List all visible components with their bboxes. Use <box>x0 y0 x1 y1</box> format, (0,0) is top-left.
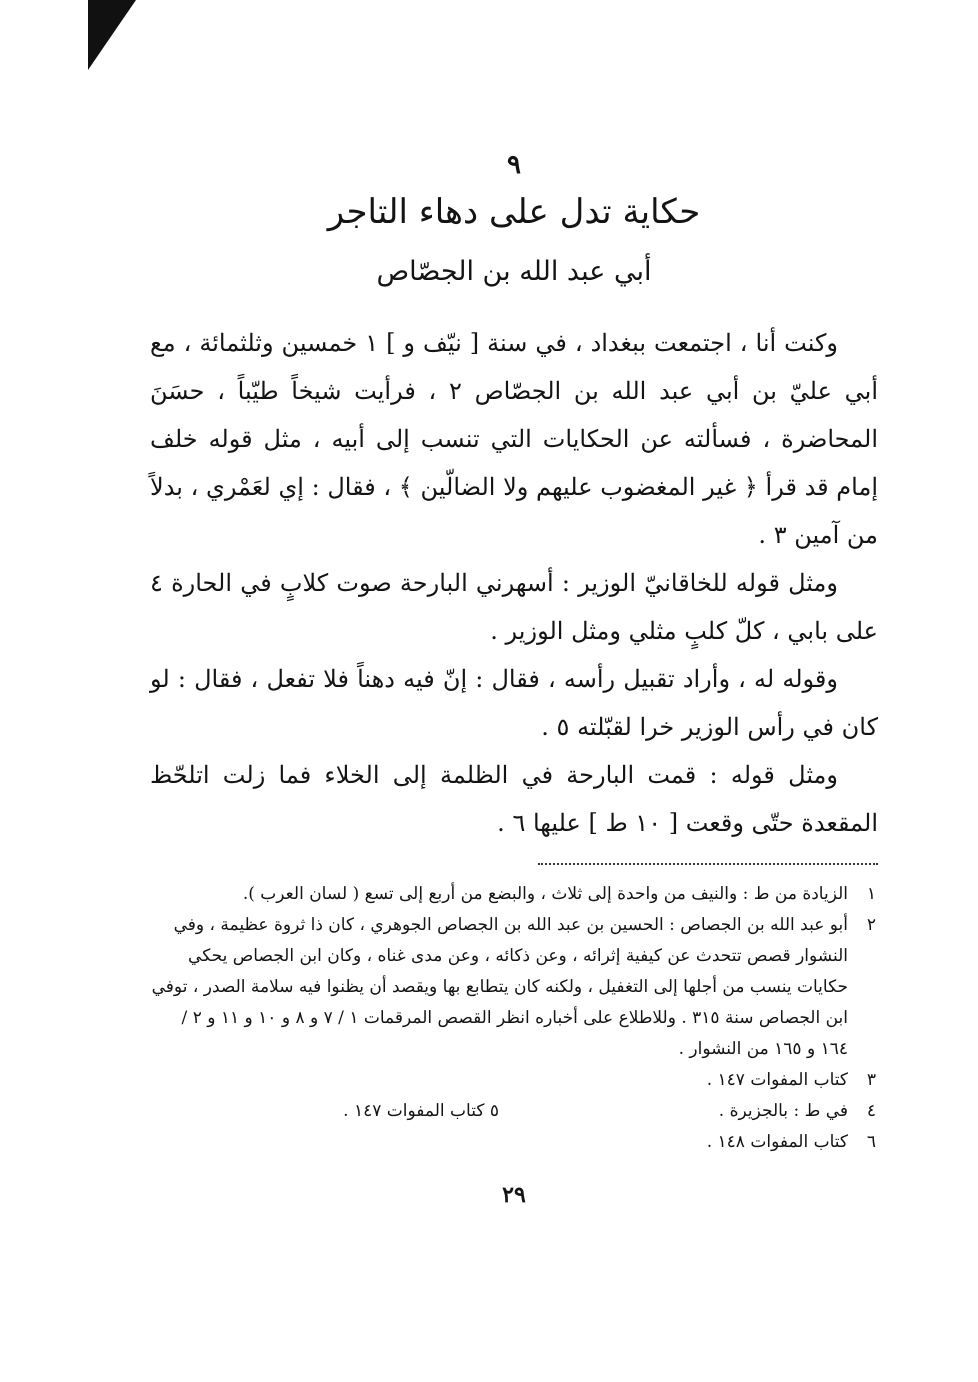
footnote-text: الزيادة من ط : والنيف من واحدة إلى ثلاث ، والبضع من أربع إلى تسع ( لسان العرب ). <box>242 884 848 905</box>
footnote-number: ٤ <box>866 1101 876 1122</box>
footnote-number: ١ <box>866 884 876 905</box>
footnote <box>150 1096 499 1127</box>
footnote-number: ٦ <box>866 1132 876 1153</box>
paragraph: وكنت أنا ، اجتمعت ببغداد ، في سنة [ نيّف و ] ١ خمسين وثلثمائة ، مع أبي عليّ بن أبي عبد الله بن الجصّاص ٢ ، فرأيت شيخاً طيّباً ، حسَنَ المحاضرة ، فسألته عن الحكايات التي تنسب إلى أبيه ، مثل قوله خلف إمام قد قرأ ﴿ غير المغضوب عليهم ولا الضالّين ﴾ ، فقال : إي لعَمْري ، بدلاً من آمين ٣ . <box>150 329 878 550</box>
story-subtitle: أبي عبد الله بن الجصّاص <box>376 256 652 288</box>
page-corner-mark <box>88 0 136 70</box>
footnote <box>150 1065 876 1096</box>
footnote-number: ٣ <box>866 1070 876 1091</box>
footnote-text: في ط : بالجزيرة . <box>718 1101 848 1122</box>
footnote-number: ٢ <box>866 915 876 936</box>
footnote-text: أبو عبد الله بن الجصاص : الحسين بن عبد الله بن الجصاص الجوهري ، كان ذا ثروة عظيمة ، وفي النشوار قصص تتحدث عن كيفية إثرائه ، وعن ذكائه ، وعن مدى غناه ، وكان ابن الجصاص يحكي حكايات ينسب من أجلها إلى التغفيل ، ولكنه كان يتطابع بها ويقصد أن يظنوا فيه سلامة الصدر ، توفي ابن الجصاص سنة ٣١٥ . وللاطلاع على أخباره انظر القصص المرقمات ١ / ٧ و ٨ و ١٠ و ١١ و ٢ / ١٦٤ و ١٦٥ من النشوار . <box>151 915 848 1060</box>
paragraph: ومثل قوله : قمت البارحة في الظلمة إلى الخلاء فما زلت اتلحّظ المقعدة حتّى وقعت [ ١٠ ط ] عليها ٦ . <box>150 761 878 838</box>
footnote-text: كتاب المفوات ١٤٨ . <box>706 1132 848 1153</box>
footnotes <box>150 879 878 1158</box>
footnote-row <box>150 1096 876 1127</box>
footnote-text: كتاب المفوات ١٤٧ . <box>706 1070 848 1091</box>
section-number: ٩ <box>507 150 521 180</box>
footnote-number: ٥ <box>489 1101 499 1122</box>
page-number: ٢٩ <box>502 1182 526 1209</box>
footnote <box>150 1127 876 1158</box>
paragraph: ومثل قوله للخاقانيّ الوزير : أسهرني البارحة صوت كلابٍ في الحارة ٤ على بابي ، كلّ كلبٍ مثلي ومثل الوزير . <box>150 569 878 646</box>
footnote-text: كتاب المفوات ١٤٧ . <box>343 1101 485 1122</box>
footnote-separator <box>538 863 878 865</box>
footnote <box>499 1096 876 1127</box>
main-text <box>150 319 878 847</box>
story-title: حكاية تدل على دهاء التاجر <box>327 192 701 232</box>
page-content <box>150 150 878 1208</box>
paragraph: وقوله له ، وأراد تقبيل رأسه ، فقال : إنّ فيه دهناً فلا تفعل ، فقال : لو كان في رأس الوزير خرا لقبّلته ٥ . <box>150 665 878 742</box>
footnote <box>150 879 876 910</box>
footnote <box>150 910 876 1065</box>
